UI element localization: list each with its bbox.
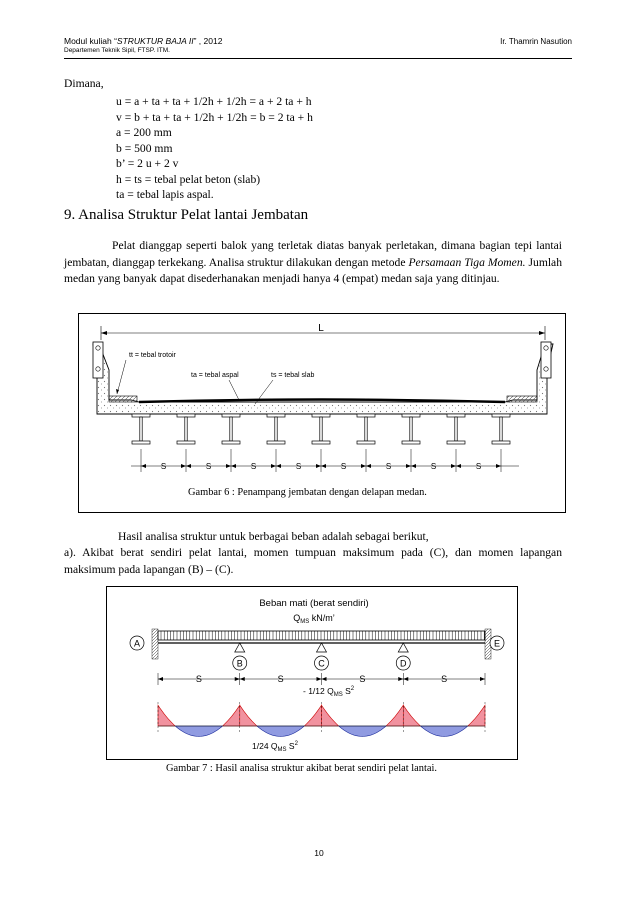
definition-line: v = b + ta + ta + 1/2h + 1/2h = b = 2 ta + h xyxy=(116,110,313,124)
right-parapet xyxy=(541,342,551,378)
header-divider xyxy=(64,58,572,59)
girder-spacing-label: S xyxy=(385,462,392,471)
author-name: Ir. Thamrin Nasution xyxy=(500,37,572,46)
span-label: S xyxy=(195,674,202,684)
pin-support xyxy=(235,643,245,652)
figure-7-caption: Gambar 7 : Hasil analisa struktur akibat berat sendiri pelat lantai. xyxy=(166,763,437,774)
girder-spacing-label: S xyxy=(340,462,347,471)
steel-i-girder xyxy=(222,414,240,444)
sidewalk-thickness-label: tt = tebal trotoir xyxy=(129,352,176,359)
steel-i-girder xyxy=(357,414,375,444)
steel-i-girder xyxy=(447,414,465,444)
steel-i-girder xyxy=(267,414,285,444)
definition-line: ta = tebal lapis aspal. xyxy=(116,188,214,201)
steel-i-girder xyxy=(132,414,150,444)
span-label: S xyxy=(359,674,366,684)
load-intensity-label: $Q_{MS}$ kN/m’ xyxy=(293,613,335,625)
steel-i-girder xyxy=(492,414,510,444)
span-label: S xyxy=(277,674,284,684)
girder-spacing-label: S xyxy=(295,462,302,471)
definition-line: b’ = 2 u + 2 v xyxy=(116,157,179,170)
right-sidewalk xyxy=(507,396,537,402)
pin-support xyxy=(398,643,408,652)
left-sidewalk xyxy=(109,396,137,402)
pin-support xyxy=(317,643,327,652)
support-label: C xyxy=(318,658,325,669)
definition-line: a = 200 mm xyxy=(116,126,172,139)
steel-i-girder xyxy=(177,414,195,444)
moment-diagram xyxy=(107,587,517,759)
support-label: B xyxy=(236,658,243,669)
span-label: S xyxy=(441,674,448,684)
girder-spacing-label: S xyxy=(205,462,212,471)
span-length-label: L xyxy=(318,323,324,334)
figure-7-box xyxy=(106,586,518,760)
page-number: 10 xyxy=(314,848,324,858)
girder-group xyxy=(132,414,510,444)
paragraph-dead-load: a). Akibat berat sendiri pelat lantai, momen tumpuan maksimum pada (C), dan momen lapangan maksimum pada lapangan (B) – (C). xyxy=(64,546,562,576)
girder-spacing-label: S xyxy=(430,462,437,471)
definition-list xyxy=(116,94,313,203)
girder-spacing-label: S xyxy=(475,462,482,471)
support-e-label: E xyxy=(493,638,501,649)
bridge-cross-section-diagram xyxy=(79,314,565,512)
definition-line: b = 500 mm xyxy=(116,141,173,155)
intro-text: Dimana, xyxy=(64,77,104,90)
asphalt-thickness-label: ta = tebal aspal xyxy=(191,372,239,379)
left-parapet xyxy=(93,342,103,378)
section-heading: 9. Analisa Struktur Pelat lantai Jembatan xyxy=(64,207,309,223)
support-a-label: A xyxy=(133,638,141,649)
steel-i-girder xyxy=(312,414,330,444)
definition-line: u = a + ta + ta + 1/2h + 1/2h = a + 2 ta + h xyxy=(116,95,312,108)
steel-i-girder xyxy=(402,414,420,444)
page-header-left xyxy=(64,36,222,56)
girder-spacing-label: S xyxy=(160,462,167,471)
support-label: D xyxy=(400,658,407,669)
course-title: Modul kuliah “STRUKTUR BAJA II” , 2012 xyxy=(64,36,223,46)
load-case-title: Beban mati (berat sendiri) xyxy=(259,598,369,609)
paragraph-results-intro: Hasil analisa struktur untuk berbagai beban adalah sebagai berikut, xyxy=(118,530,429,543)
definition-line: h = ts = tebal pelat beton (slab) xyxy=(116,172,261,186)
negative-moment-label: - 1/12 $Q_{MS}$ $S^2$ xyxy=(303,686,355,698)
fixed-support-left xyxy=(152,629,158,659)
paragraph-slab-analysis: Pelat dianggap seperti balok yang terletak diatas banyak perletakan, dimana bagian tepi lantai jembatan, dianggap terkekang. Analisa struktur dilakukan dengan metode Persamaan Tiga Momen. Jumlah medan yang banyak dapat disederhanakan menjadi hanya 4 (empat) medan saja yang ditinjau. xyxy=(64,239,562,286)
girder-spacing-label: S xyxy=(250,462,257,471)
figure-6-box xyxy=(78,313,566,513)
figure-6-caption: Gambar 6 : Penampang jembatan dengan delapan medan. xyxy=(188,487,427,498)
department-line: Departemen Teknik Sipil, FTSP. ITM. xyxy=(64,47,170,54)
girder-spacing-labels xyxy=(141,449,501,472)
positive-moment-label: 1/24 $Q_{MS}$ $S^2$ xyxy=(252,741,298,753)
slab-thickness-label: ts = tebal slab xyxy=(271,372,315,379)
